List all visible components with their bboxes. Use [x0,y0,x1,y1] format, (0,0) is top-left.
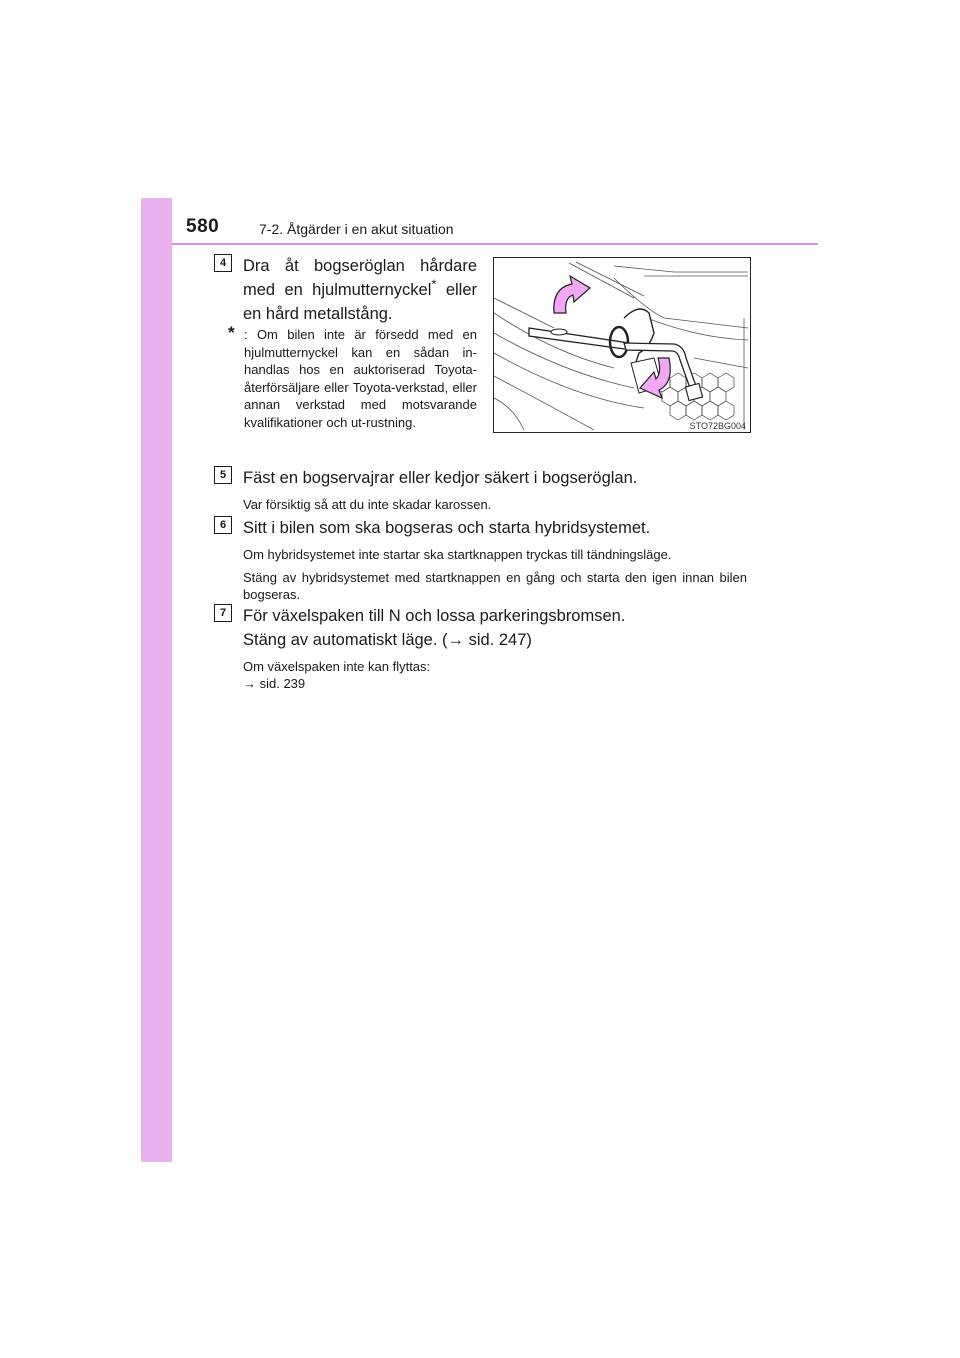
page-sidebar-tab [141,198,172,1162]
footnote-text: : Om bilen inte är försedd med en hjulmutternyckel kan en sådan in-handlas hos en auktoriserad Toyota-återförsäljare eller Toyota-verkstad, eller annan verkstad med motsvarande kvalifikationer och ut-rustning. [244,327,477,430]
header-rule [172,243,818,245]
step-7-text-line-2: Stäng av automatiskt läge. (→ sid. 247) [243,631,532,649]
footnote-marker: * [431,276,437,292]
step-6-text: Sitt i bilen som ska bogseras och starta hybridsystemet. [243,519,651,537]
footnote-star: * [228,323,235,342]
step-number-4: 4 [214,254,232,272]
step-5-text: Fäst en bogservajrar eller kedjor säkert i bogseröglan. [243,469,638,487]
step-6-note-2: Stäng av hybridsystemet med startknappen en gång och starta den igen innan bilen bogseras. [243,570,747,602]
step-4-text-after: eller en hård metallstång. [243,281,477,323]
step-number-6: 6 [214,516,232,534]
page-number: 580 [186,216,220,237]
step-4-text [243,254,477,326]
step-number-5: 5 [214,466,232,484]
figure-code: STO72BG004 [689,421,746,431]
step-7-text-line-1: För växelspaken till N och lossa parkeringsbromsen. [243,607,626,625]
tow-eyelet-illustration [493,257,751,433]
step-number-7: 7 [214,604,232,622]
step-4-text-before: Dra åt bogseröglan hårdare med en hjulmutternyckel [243,257,477,299]
section-title: 7-2. Åtgärder i en akut situation [259,221,454,237]
step-7-note-2: → sid. 239 [243,676,306,691]
step-6-note-1: Om hybridsystemet inte startar ska startknappen tryckas till tändningsläge. [243,547,672,562]
step-7-note-1: Om växelspaken inte kan flyttas: [243,659,431,674]
illustration-drawing [494,258,750,432]
step-5-note: Var försiktig så att du inte skadar karossen. [243,497,492,512]
step-4-footnote [228,323,477,431]
